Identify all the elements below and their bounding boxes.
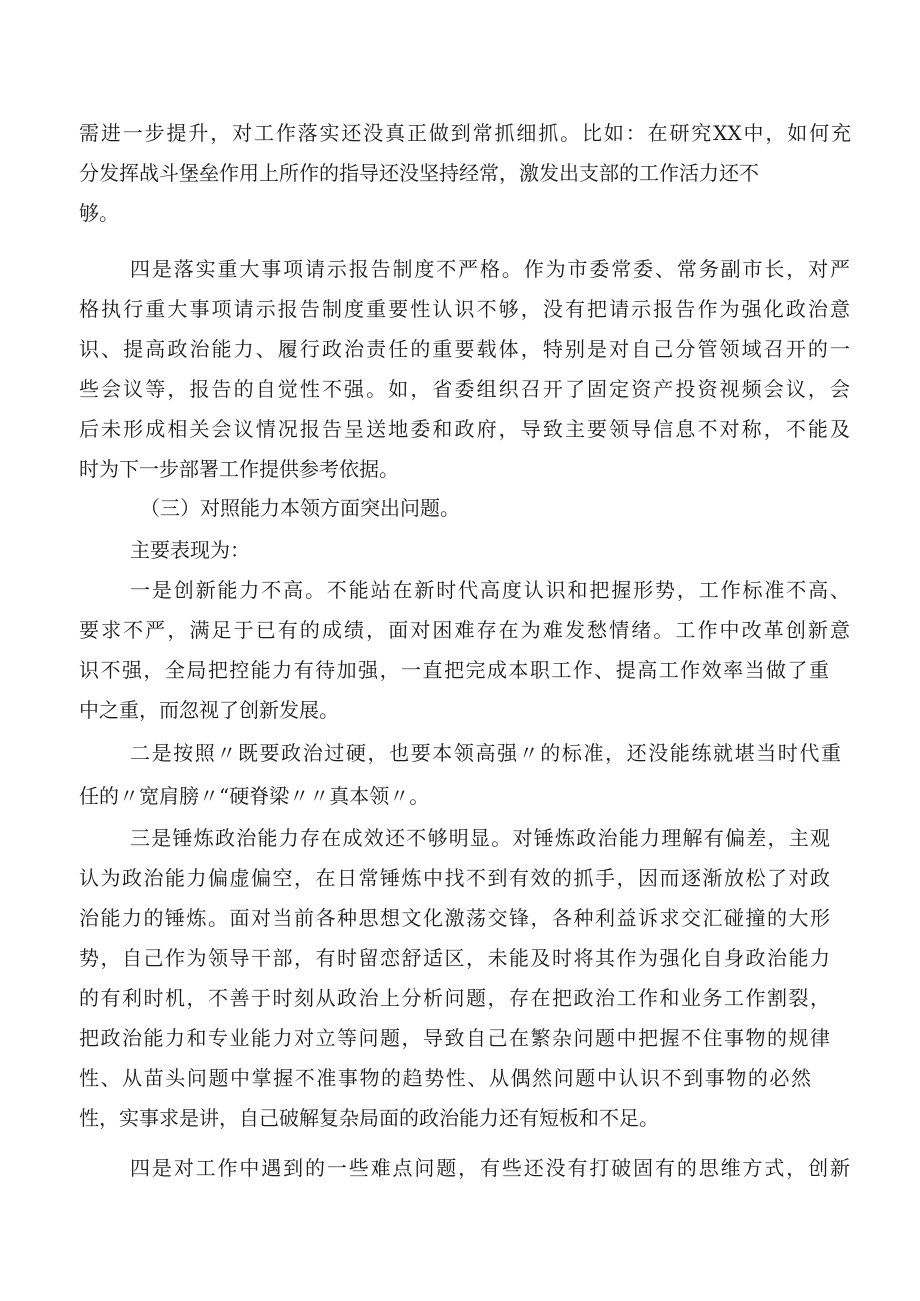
paragraph-5-line-1: 三是锤炼政治能力存在成效还不够明显。对锤炼政治能力理解有偏差，主观 — [130, 826, 830, 850]
intro-line: 主要表现为： — [130, 538, 250, 562]
paragraph-5-line-2: 认为政治能力偏虚偏空，在日常锤炼中找不到有效的抓手，因而逐渐放松了对政 — [79, 866, 830, 890]
paragraph-4-line-2: 任的〃宽肩膀〃“硬脊梁〃〃真本领〃。 — [79, 784, 430, 808]
paragraph-5-line-3: 治能力的锤炼。面对当前各种思想文化激荡交锋，各种利益诉求交汇碰撞的大形 — [79, 906, 830, 930]
paragraph-1-line-1: 需进一步提升，对工作落实还没真正做到常抓细抓。比如：在研究XX中，如何充 — [79, 121, 851, 145]
paragraph-4-line-1: 二是按照〃既要政治过硬，也要本领高强〃的标准，还没能练就堪当时代重 — [130, 741, 841, 765]
paragraph-2-line-3: 识、提高政治能力、履行政治责任的重要载体，特别是对自己分管领域召开的一 — [79, 337, 850, 361]
paragraph-3-line-4: 中之重，而忽视了创新发展。 — [79, 698, 339, 722]
paragraph-5-line-5: 的有利时机，不善于时刻从政治上分析问题，存在把政治工作和业务工作割裂， — [79, 986, 830, 1010]
paragraph-3-line-3: 识不强，全局把控能力有待加强，一直把完成本职工作、提高工作效率当做了重 — [79, 658, 829, 682]
paragraph-5-line-4: 势，自己作为领导干部，有时留恋舒适区，未能及时将其作为强化自身政治能力 — [79, 946, 830, 970]
paragraph-1-line-3: 够。 — [79, 201, 119, 225]
paragraph-2-line-5: 后未形成相关会议情况报告呈送地委和政府，导致主要领导信息不对称，不能及 — [79, 417, 850, 441]
paragraph-2-line-1: 四是落实重大事项请示报告制度不严格。作为市委常委、常务副市长，对严 — [130, 257, 850, 281]
paragraph-2-line-4: 些会议等，报告的自觉性不强。如，省委组织召开了固定资产投资视频会议，会 — [79, 377, 850, 401]
paragraph-2-line-6: 时为下一步部署工作提供参考依据。 — [79, 457, 399, 481]
paragraph-2-line-2: 格执行重大事项请示报告制度重要性认识不够，没有把请示报告作为强化政治意 — [79, 297, 850, 321]
paragraph-1-line-2: 分发挥战斗堡垒作用上所作的指导还没坚持经常，激发出支部的工作活力还不 — [79, 161, 759, 185]
paragraph-3-line-1: 一是创新能力不高。不能站在新时代高度认识和把握形势，工作标准不高、 — [130, 578, 850, 602]
paragraph-5-line-8: 性，实事求是讲，自己破解复杂局面的政治能力还有短板和不足。 — [79, 1106, 659, 1130]
section-heading-3: （三）对照能力本领方面突出问题。 — [140, 496, 460, 520]
paragraph-3-line-2: 要求不严，满足于已有的成绩，面对困难存在为难发愁情绪。工作中改革创新意 — [79, 618, 850, 642]
paragraph-5-line-6: 把政治能力和专业能力对立等问题，导致自己在繁杂问题中把握不住事物的规律 — [79, 1026, 830, 1050]
paragraph-5-line-7: 性、从苗头问题中掌握不准事物的趋势性、从偶然问题中认识不到事物的必然 — [79, 1066, 811, 1090]
paragraph-6-line-1: 四是对工作中遇到的一些难点问题，有些还没有打破固有的思维方式，创新 — [130, 1156, 850, 1180]
